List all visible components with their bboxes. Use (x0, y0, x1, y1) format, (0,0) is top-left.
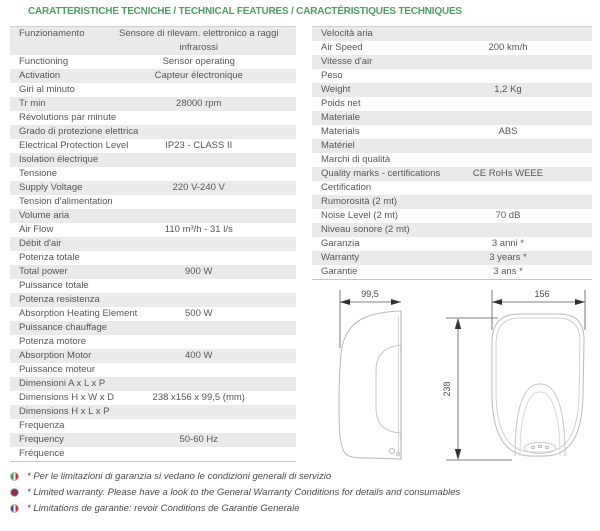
spec-label: Certification (321, 182, 372, 193)
spec-row (312, 209, 592, 223)
spec-row (10, 321, 296, 335)
spec-label: Poids net (321, 98, 361, 109)
spec-label: Supply Voltage (19, 182, 83, 193)
spec-value: 70 dB (495, 210, 521, 221)
arrowhead-icon (391, 299, 401, 305)
spec-label: Débit d'air (19, 238, 62, 249)
side-view (339, 311, 401, 460)
front-height-dimension: 238 (442, 381, 452, 397)
arrowhead-icon (492, 299, 502, 305)
spec-label: Total power (19, 266, 68, 277)
spec-row (312, 237, 592, 251)
uk-flag-icon (10, 488, 19, 497)
spec-row (10, 335, 296, 349)
spec-label: Puissance chauffage (19, 322, 108, 333)
spec-row (312, 139, 592, 153)
spec-label: Puissance moteur (19, 364, 96, 375)
footnote-text: * Limitations de garantie: revoir Conditions de Garantie Generale (27, 502, 300, 514)
spec-row (312, 83, 592, 97)
spec-label: Potenza motore (19, 336, 87, 347)
spec-row (10, 251, 296, 265)
spec-row (10, 139, 296, 153)
spec-row (312, 27, 592, 41)
spec-label: Fréquence (19, 448, 65, 459)
front-view-outline (492, 314, 584, 456)
spec-row (10, 209, 296, 223)
spec-label: Weight (321, 84, 351, 95)
front-view-outlet-dot (538, 445, 541, 447)
dimension-lines (340, 290, 585, 460)
spec-row (10, 391, 296, 405)
side-width-dimension: 99,5 (361, 289, 379, 299)
spec-label: Potenza totale (19, 252, 80, 263)
spec-value: Sensore di rilevam. elettronico a raggi infrarossi (119, 28, 279, 53)
spec-label: Marchi di qualità (321, 154, 391, 165)
spec-value: 28000 rpm (176, 98, 222, 109)
spec-label: Air Flow (19, 224, 54, 235)
page-title: CARATTERISTICHE TECNICHE / TECHNICAL FEATURES / CARACTÉRISTIQUES TECHNIQUES (28, 6, 462, 17)
arrowhead-icon (575, 299, 585, 305)
spec-label: Volume aria (19, 210, 70, 221)
spec-label: Matériel (321, 140, 355, 151)
spec-row (10, 377, 296, 391)
spec-label: Tension d'alimentation (19, 196, 113, 207)
spec-label: Warranty (321, 252, 360, 263)
spec-row (10, 279, 296, 293)
spec-label: Dimensions H x W x D (19, 392, 115, 403)
spec-value: 3 anni * (491, 238, 525, 249)
spec-row (312, 111, 592, 125)
spec-label: Vitesse d'air (321, 56, 373, 67)
footnote (10, 500, 590, 516)
spec-label: Garanzia (321, 238, 360, 249)
spec-row (10, 293, 296, 307)
spec-label: Quality marks - certifications (321, 168, 441, 179)
side-view-detail-circle (389, 448, 394, 453)
spec-value: 1,2 Kg (494, 84, 522, 95)
spec-label: Isolation électrique (19, 154, 99, 165)
spec-row (10, 265, 296, 279)
footnote-text: * Limited warranty. Please have a look to the General Warranty Conditions for details and consumables (27, 486, 461, 498)
spec-label: Absorption Motor (19, 350, 92, 361)
spec-row (10, 153, 296, 167)
spec-label: Frequency (19, 434, 64, 445)
front-view-outlet-scoop-inner (520, 392, 560, 456)
footnote (10, 484, 590, 500)
spec-label: Tensione (19, 168, 58, 179)
spec-value: 400 W (185, 350, 213, 361)
spec-label: Air Speed (321, 42, 363, 53)
spec-row (10, 167, 296, 181)
dimension-labels (361, 289, 549, 397)
spec-label: Rumorosità (2 mt) (321, 196, 398, 207)
spec-value: CE RoHs WEEE (472, 168, 544, 179)
footnote (10, 468, 590, 484)
spec-row (10, 433, 296, 447)
spec-label: Frequenza (19, 420, 65, 431)
spec-row (312, 69, 592, 83)
footnote-text: * Per le limitazioni di garanzia si vedano le condizioni generali di servizio (27, 470, 332, 482)
spec-label: Functioning (19, 56, 69, 67)
spec-label: Grado di protezione elettrica (19, 126, 139, 137)
spec-row (312, 153, 592, 167)
spec-label: Funzionamento (19, 28, 85, 39)
spec-row (10, 195, 296, 209)
arrowhead-icon (455, 449, 461, 460)
footnotes (10, 468, 590, 516)
spec-label: Electrical Protection Level (19, 140, 129, 151)
spec-label: Materials (321, 126, 360, 137)
arrowhead-icon (455, 318, 461, 329)
spec-row (312, 167, 592, 181)
dimension-drawing (312, 286, 592, 465)
spec-row (10, 83, 296, 97)
front-view-outlet-dot (545, 446, 548, 448)
spec-label: Activation (19, 70, 61, 81)
spec-row (312, 251, 592, 265)
spec-row (10, 237, 296, 251)
spec-row (312, 181, 592, 195)
spec-value: 3 ans * (493, 266, 523, 277)
spec-label: Garantie (321, 266, 358, 277)
spec-row (312, 41, 592, 55)
spec-label: Dimensioni A x L x P (19, 378, 106, 389)
spec-table-left (10, 26, 296, 462)
spec-row (312, 97, 592, 111)
spec-row (10, 419, 296, 433)
spec-row (312, 195, 592, 209)
spec-label: Giri al minuto (19, 84, 75, 95)
spec-row (10, 223, 296, 237)
spec-row (312, 265, 592, 279)
front-width-dimension: 156 (534, 289, 550, 299)
spec-value: 50-60 Hz (179, 434, 219, 445)
spec-row (10, 55, 296, 69)
spec-label: Peso (321, 70, 343, 81)
spec-label: Dimensions H x L x P (19, 406, 110, 417)
spec-row (10, 349, 296, 363)
spec-value: 3 years * (489, 252, 527, 263)
spec-label: Noise Level (2 mt) (321, 210, 399, 221)
side-view-inner-contour (376, 345, 401, 433)
spec-value: 200 km/h (488, 42, 528, 53)
spec-row (312, 125, 592, 139)
spec-row (10, 97, 296, 111)
spec-label: Puissance totale (19, 280, 89, 291)
spec-value: 110 m³/h - 31 l/s (164, 224, 233, 235)
spec-value: ABS (498, 126, 518, 137)
front-view (492, 314, 584, 456)
spec-row (10, 447, 296, 461)
spec-table-right (312, 26, 592, 280)
spec-value: Capteur électronique (154, 70, 243, 81)
spec-value: 500 W (185, 308, 213, 319)
spec-row (312, 55, 592, 69)
front-view-outlet-dot (531, 446, 534, 448)
spec-label: Absorption Heating Element (19, 308, 138, 319)
spec-label: Materiale (321, 112, 361, 123)
spec-row (10, 69, 296, 83)
front-view-inner-outline (496, 318, 580, 452)
spec-row (10, 111, 296, 125)
spec-value: IP23 - CLASS II (165, 140, 233, 151)
spec-row (10, 363, 296, 377)
spec-row (10, 125, 296, 139)
italy-flag-icon (10, 472, 19, 481)
spec-label: Velocità aria (321, 28, 373, 39)
spec-label: Potenza resistenza (19, 294, 100, 305)
spec-row (10, 181, 296, 195)
arrowhead-icon (340, 299, 350, 305)
spec-row (10, 27, 296, 55)
spec-value: Sensor operating (162, 56, 235, 67)
spec-row (10, 307, 296, 321)
spec-value: 900 W (185, 266, 213, 277)
side-view-outline (339, 311, 401, 459)
spec-value: 238 x156 x 99,5 (mm) (152, 392, 245, 403)
spec-label: Révolutions par minute (19, 112, 117, 123)
spec-row (10, 405, 296, 419)
spec-label: Niveau sonore (2 mt) (321, 224, 410, 235)
spec-row (312, 223, 592, 237)
spec-value: 220 V-240 V (172, 182, 225, 193)
spec-label: Tr min (19, 98, 46, 109)
france-flag-icon (10, 504, 19, 513)
